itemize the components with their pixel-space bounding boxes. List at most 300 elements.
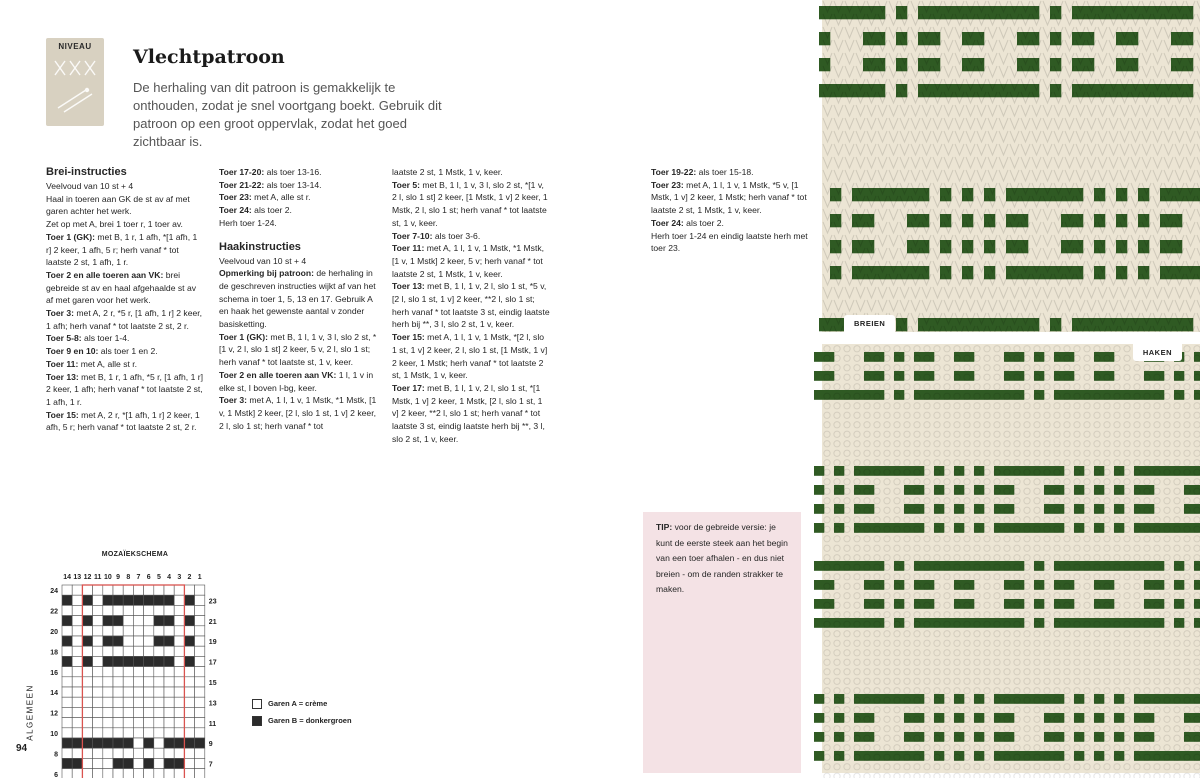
chart-column-label: 8 [126,574,131,581]
chart-cell [82,605,92,615]
chart-cell [103,738,113,748]
swatch-texture [1074,773,1080,778]
instruction-line [219,255,379,268]
chart-cell [72,707,82,717]
chart-cell [133,769,143,778]
chart-cell [72,656,82,666]
crochet-heading: Haakinstructies [219,240,301,253]
instruction-line [651,166,811,179]
photo-gap [822,332,1200,344]
legend-swatch-cream [252,699,262,709]
chart-cell [164,687,174,697]
page-number: 94 [16,743,28,754]
chart-cell [93,707,103,717]
chart-cell [82,646,92,656]
chart-cell [123,667,133,677]
chart-cell [144,738,154,748]
section-label [14,684,35,741]
instruction-row-label: Toer 17: [392,382,425,393]
chart-cell [154,738,164,748]
chart-cell [195,656,205,666]
chart-cell [154,758,164,768]
chart-column-label: 11 [93,574,102,581]
chart-cell [133,656,143,666]
instruction-line [46,269,204,307]
chart-cell [164,605,174,615]
chart-cell [113,677,123,687]
chart-cell [113,728,123,738]
chart-cell [133,626,143,636]
instruction-row-label: Toer 13: [392,281,425,292]
chart-cell [184,667,194,677]
chart-cell [93,677,103,687]
chart-cell [184,769,194,778]
chart-cell [62,769,72,778]
chart-cell [144,656,154,666]
instruction-line [219,204,379,217]
chart-cell [164,616,174,626]
chart-cell [154,728,164,738]
instruction-text: met B, 1 r, 1 afh, *5 r, [1 afh, 1 r] 2 keer, 1 afh; herh vanaf * tot laatste 2 st, 1 afh, 1 r. [46,371,203,407]
instruction-line [46,180,204,193]
chart-cell [164,595,174,605]
chart-cell [62,636,72,646]
chart-cell [62,687,72,697]
instruction-row-label: Toer 2 en alle toeren aan VK: [219,369,337,380]
chart-cell [174,656,184,666]
instruction-text: met A, alle st r. [251,192,311,203]
chart-cell [164,758,174,768]
chart-cell [174,687,184,697]
chart-cell [133,697,143,707]
swatch-stitch [814,561,824,571]
swatch-texture [824,773,830,778]
chart-cell [113,656,123,666]
chart-row-label-left: 12 [50,710,58,718]
chart-cell [62,595,72,605]
chart-cell [82,585,92,595]
chart-cell [195,616,205,626]
chart-column-label: 10 [104,574,112,581]
chart-cell [93,738,103,748]
tip-label: TIP: [656,522,673,532]
chart-cell [133,718,143,728]
chart-cell [103,758,113,768]
instruction-row-label: Toer 21-22: [219,179,265,190]
instruction-row-label: Toer 11: [46,358,79,369]
chart-cell [154,585,164,595]
chart-cell [144,687,154,697]
chart-cell [164,728,174,738]
chart-cell [72,728,82,738]
chart-cell [164,707,174,717]
swatch-stitch [814,523,824,533]
chart-cell [154,677,164,687]
swatch-stitch [814,466,824,476]
instruction-text: als toer 15-18. [696,167,754,177]
swatch-texture [884,773,890,778]
chart-row-label-right: 11 [208,720,217,728]
chart-cell [72,595,82,605]
chart-cell [62,626,72,636]
swatch-stitch [814,371,824,381]
chart-cell [164,769,174,778]
instruction-text: als toer 13-16. [264,167,322,177]
chart-cell [72,697,82,707]
chart-cell [184,605,194,615]
swatch-texture [1084,773,1090,778]
chart-cell [113,636,123,646]
chart-cell [195,758,205,768]
chart-row-label-left: 10 [50,730,58,738]
instruction-line [46,218,204,231]
instruction-row-label: Toer 2 en alle toeren aan VK: [46,269,164,280]
chart-cell [113,718,123,728]
instruction-line [219,179,379,192]
chart-cell [93,626,103,636]
chart-cell [62,616,72,626]
swatch-texture [1004,773,1010,778]
swatch-texture [1164,773,1170,778]
chart-cell [144,758,154,768]
chart-cell [133,677,143,687]
swatch-stitch [814,713,824,723]
instruction-text: met A, 1 l, 1 v, 1 Mstk, *1 Mstk, [1 v, 1 Mstk] 2 keer, 5 v; herh vanaf * tot laatste 2 st, 1 Mstk, 1 v, keer. [392,243,545,279]
chart-cell [144,595,154,605]
chart-cell [72,616,82,626]
instruction-row-label: Toer 15: [392,332,425,343]
instruction-text: met B, 1 r, 1 afh, *[1 afh, 1 r] 2 keer, 1 afh, 5 r; herh vanaf * tot laatste 2 st, 1 afh, 1 r. [46,231,198,268]
chart-cell [123,707,133,717]
instruction-text: Veelvoud van 10 st + 4 [46,181,134,191]
swatch-texture [944,773,950,778]
chart-cell [154,656,164,666]
chart-cell [133,646,143,656]
chart-cell [154,697,164,707]
instruction-line [392,331,550,382]
chart-row-label-right: 9 [208,741,213,749]
instruction-text: met A, 1 l, 1 v, 1 Mstk, *1 Mstk, [1 v, 1 Mstk] 2 keer, [2 l, slo 1 st, 1 v] 2 keer, 2 l, slo 1 st; herh vanaf * tot [219,395,377,431]
chart-cell [133,728,143,738]
chart-cell [123,585,133,595]
chart-cell [164,667,174,677]
instruction-line [46,193,204,218]
instructions-column-3 [392,166,550,445]
chart-cell [103,605,113,615]
chart-cell [103,677,113,687]
instruction-row-label: Toer 1 (GK): [219,331,269,342]
chart-cell [184,636,194,646]
chart-row-label-left: 24 [50,588,58,596]
instruction-text: als toer 3-6. [432,230,481,241]
chart-cell [174,718,184,728]
swatch-texture [894,773,900,778]
chart-cell [113,595,123,605]
instruction-line [392,230,550,243]
chart-cell [184,646,194,656]
swatch-texture [1194,773,1200,778]
chart-cell [144,728,154,738]
chart-cell [144,677,154,687]
tip-text [656,520,794,598]
swatch-texture [914,773,920,778]
swatch-texture [1024,773,1030,778]
chart-cell [123,728,133,738]
instruction-text: als toer 1-4. [81,333,130,344]
chart-cell [195,707,205,717]
chart-cell [133,616,143,626]
chart-cell [133,758,143,768]
chart-cell [195,738,205,748]
chart-cell [195,667,205,677]
chart-cell [144,585,154,595]
chart-cell [93,636,103,646]
chart-cell [72,738,82,748]
chart-cell [184,718,194,728]
chart-cell [133,667,143,677]
chart-cell [164,636,174,646]
chart-cell [154,626,164,636]
section-text: ALGEMEEN [25,684,35,741]
chart-cell [174,636,184,646]
instruction-text: 1 l, 1 v in elke st, I boven l-bg, keer. [219,369,374,393]
chart-cell [174,626,184,636]
swatch-texture [1014,773,1020,778]
chart-cell [103,626,113,636]
chart-cell [144,626,154,636]
instruction-text: met A, 1 l, 1 v, 1 Mstk, *5 v, [1 Mstk, 1 v] 2 keer, 1 Mstk; herh vanaf * tot laatste 2 st, 1 Mstk, 1 v, keer. [651,179,807,216]
chart-cell [195,646,205,656]
chart-cell [184,748,194,758]
chart-row-label-right: 19 [208,639,217,647]
chart-cell [82,758,92,768]
chart-cell [174,667,184,677]
swatch-texture [1034,773,1040,778]
instruction-line [46,409,204,434]
chart-cell [184,758,194,768]
chart-cell [103,707,113,717]
chart-cell [174,585,184,595]
intro-text: De herhaling van dit patroon is gemakkelijk te onthouden, zodat je snel voortgang boekt. Gebruik dit patroon op een groot oppervlak, zodat het goed zichtbaar is. [133,80,442,149]
instruction-line [46,345,204,358]
chart-cell [123,646,133,656]
swatch-texture [964,773,970,778]
chart-cell [123,687,133,697]
instruction-row-label: Toer 5-8: [46,333,82,344]
swatch-texture [1114,773,1120,778]
chart-cell [103,585,113,595]
chart-cell [174,728,184,738]
chart-cell [62,585,72,595]
chart-cell [82,738,92,748]
chart-cell [82,707,92,717]
swatch-stitch [814,618,824,628]
swatch-texture [934,773,940,778]
instruction-line [392,166,550,179]
instruction-row-label: Toer 17-20: [219,167,265,177]
instruction-line [46,371,204,409]
chart-cell [195,687,205,697]
chart-cell [103,616,113,626]
instruction-line [219,331,379,369]
legend-text-a: Garen A = crème [268,699,328,708]
instruction-text: met A, 2 r, *[1 afh, 1 r] 2 keer, 1 afh, 5 r; herh vanaf * tot laatste 2 st, 2 r. [46,409,200,433]
chart-cell [174,748,184,758]
swatch-stitch [814,485,824,495]
chart-cell [174,677,184,687]
chart-cell [184,616,194,626]
chart-cell [82,769,92,778]
instruction-row-label: Toer 15: [46,409,79,420]
chart-cell [93,728,103,738]
chart-cell [133,738,143,748]
chart-cell [174,697,184,707]
chart-cell [103,687,113,697]
chart-cell [195,605,205,615]
chart-cell [133,585,143,595]
chart-cell [93,687,103,697]
swatch-stitch [814,732,824,742]
instruction-row-label: Toer 24: [219,205,252,216]
swatch-texture [1154,773,1160,778]
chart-row-label-right: 15 [208,679,217,687]
chart-cell [103,769,113,778]
chart-cell [144,616,154,626]
chart-cell [72,605,82,615]
chart-cell [113,585,123,595]
chart-cell [113,687,123,697]
chart-cell [154,718,164,728]
swatch-texture [1174,773,1180,778]
instruction-text: Haal in toeren aan GK de st av af met garen achter het werk. [46,193,190,217]
chart-cell [113,605,123,615]
legend-text-b: Garen B = donkergroen [268,716,352,725]
instruction-line [46,358,204,371]
chart-cell [103,646,113,656]
chart-cell [62,748,72,758]
chart-cell [72,636,82,646]
instruction-text: als toer 2. [251,205,292,216]
crocheted-swatch-image [822,344,1200,773]
chart-column-label: 3 [177,574,182,581]
instruction-row-label: Toer 13: [46,371,79,382]
chart-cell [62,667,72,677]
instruction-text: laatste 2 st, 1 Mstk, 1 v, keer. [392,167,503,177]
chart-cell [184,595,194,605]
chart-row-label-right: 13 [208,700,217,708]
chart-cell [174,738,184,748]
chart-cell [113,769,123,778]
chart-cell [72,677,82,687]
chart-cell [184,687,194,697]
tip-box [643,512,801,773]
crocheted-swatch-photo [822,344,1200,773]
chart-cell [82,626,92,636]
chart-cell [93,646,103,656]
chart-cell [154,769,164,778]
level-icon [46,38,104,126]
chart-cell [123,769,133,778]
instruction-text: Zet op met A, brei 1 toer r, 1 toer av. [46,219,183,230]
swatch-texture [854,773,860,778]
instruction-line [219,267,379,331]
chart-row-label-right: 21 [208,618,217,626]
chart-column-label: 1 [197,574,202,581]
chart-cell [72,758,82,768]
chart-column-label: 6 [146,574,151,581]
chart-cell [113,748,123,758]
chart-cell [164,697,174,707]
chart-cell [164,656,174,666]
chart-cell [93,718,103,728]
chart-cell [133,687,143,697]
chart-row-label-left: 18 [50,649,58,657]
chart-cell [123,595,133,605]
instruction-row-label: Toer 19-22: [651,167,697,177]
chart-cell [93,667,103,677]
chart-cell [164,646,174,656]
chart-cell [164,748,174,758]
chart-cell [113,616,123,626]
chart-cell [174,707,184,717]
swatch-texture [994,773,1000,778]
legend-item-a [252,698,352,709]
instruction-row-label: Toer 23: [219,192,252,203]
chart-row-label-left: 16 [50,669,58,677]
instruction-text: met A, 1 l, 1 v, 1 Mstk, *[2 l, slo 1 st, 1 v] 2 keer, 2 l, slo 1 st, [1 Mstk, 1 v] 2 keer, 1 Mstk; herh vanaf * tot laatste 2 st, 1 Mstk, 1 v, keer. [392,332,548,381]
chart-cell [103,718,113,728]
chart-cell [113,707,123,717]
chart-cell [62,677,72,687]
instruction-row-label: Toer 1 (GK): [46,231,96,242]
chart-cell [103,748,113,758]
chart-cell [164,677,174,687]
chart-cell [113,758,123,768]
instruction-line [46,332,204,345]
crochet-lines [219,255,379,433]
chart-cell [154,748,164,758]
chart-cell [144,769,154,778]
chart-row-label-right: 7 [208,761,213,769]
swatch-texture [1104,773,1110,778]
swatch-texture [984,773,990,778]
instruction-line [651,230,811,255]
chart-cell [164,585,174,595]
chart-cell [62,718,72,728]
chart-cell [103,728,113,738]
chart-cell [195,748,205,758]
chart-cell [72,769,82,778]
chart-cell [195,595,205,605]
chart-cell [184,656,194,666]
chart-cell [93,585,103,595]
chart-cell [62,605,72,615]
chart-column-label: 12 [83,574,92,581]
swatch-stitch [814,504,824,514]
chart-cell [62,738,72,748]
swatch-stitch [814,694,824,704]
instruction-row-label: Toer 23: [651,179,684,190]
chart-cell [133,707,143,717]
chart-row-label-left: 8 [54,751,58,759]
level-label: NIVEAU [58,42,92,51]
instructions-column-4 [651,166,811,255]
instructions-column-2 [219,166,379,432]
chart-cell [154,636,164,646]
instruction-row-label: Toer 9 en 10: [46,346,99,357]
chart-cell [82,728,92,738]
knit-photo-label: BREIEN [844,315,895,332]
